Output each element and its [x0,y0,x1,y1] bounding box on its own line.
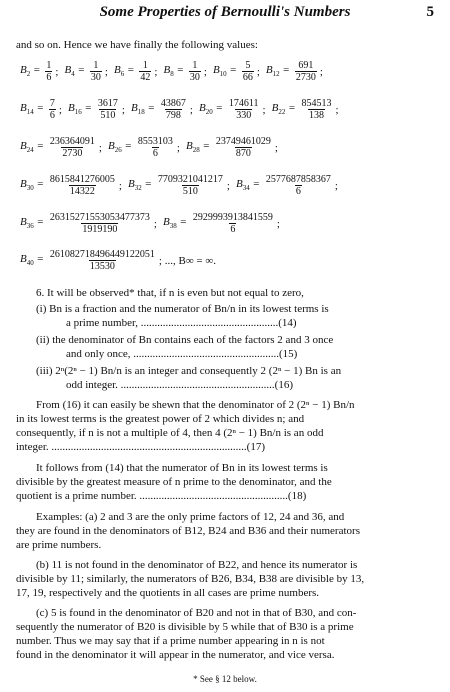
bernoulli-symbol: $B_{18}$ = [130,102,155,117]
bernoulli-value [64,60,107,83]
separator: ; [203,65,207,78]
item-i-line-2: a prime number, ..................................................(14) [66,317,297,329]
bernoulli-symbol: $B_{20}$ = [198,102,223,117]
bernoulli-value [114,60,157,83]
bernoulli-value [20,136,102,159]
fraction [49,249,156,272]
denominator: 6 [152,148,158,159]
fraction [49,174,116,197]
denominator: 798 [165,110,181,121]
bernoulli-value [186,136,278,159]
bernoulli-symbol: $B_{28}$ = [185,140,210,155]
fraction [139,60,151,83]
bernoulli-value [199,98,266,121]
bernoulli-value [20,212,157,235]
separator: ; [226,179,230,192]
example-c-line-3: number. Thus we may say that if a prime number appearing in n is not [16,635,325,647]
equation-row-1 [20,60,329,83]
fraction [215,136,272,159]
numerator: 2577687858367 [265,174,331,185]
bernoulli-symbol: $B_{30}$ = [20,178,44,193]
denominator: 138 [309,110,324,121]
item-ii-line-1: (ii) the denominator of Bn contains each of the factors 2 and 3 once [36,334,334,346]
bernoulli-symbol: $B_{24}$ = [20,140,44,155]
separator: ; [104,65,108,78]
numerator: 7 [49,98,55,109]
bernoulli-value [68,98,125,121]
bernoulli-symbol: $B_{34}$ = [235,178,260,193]
separator: ; [256,65,260,78]
bernoulli-symbol: $B_{10}$ = [212,64,237,79]
numerator: 1 [192,60,198,71]
separator: ; ..., B∞ = ∞. [158,254,216,267]
separator: ; [98,141,102,154]
bernoulli-symbol: $B_{22}$ = [271,102,296,117]
denominator: 870 [235,148,251,159]
equation-row-3 [20,136,284,159]
fraction [192,212,274,235]
numerator: 5 [245,60,251,71]
bernoulli-symbol: $B_8$ = [163,64,184,79]
equation-row-6 [20,249,222,272]
separator: ; [334,179,338,192]
denominator: 510 [100,110,116,121]
para14-line-1: It follows from (14) that the numerator of Bn in its lowest terms is [36,462,328,474]
bernoulli-value [236,174,338,197]
example-b-line-3: 17, 19, respectively and the quotients in all cases are prime numbers. [16,587,320,599]
bernoulli-symbol: $B_{40}$ = [20,253,44,268]
separator: ; [262,103,266,116]
fraction [160,98,187,121]
numerator: 1 [46,60,52,71]
denominator: 2730 [295,72,316,83]
numerator: 174611 [228,98,259,109]
para16-line-3: consequently, if n is not a multiple of 4, then 4 (2ⁿ − 1) Bn/n is an odd [16,427,324,439]
fraction [301,98,333,121]
separator: ; [176,141,180,154]
numerator: 3617 [97,98,118,109]
denominator: 510 [182,186,198,197]
denominator: 330 [236,110,252,121]
numerator: 8615841276005 [49,174,115,185]
bernoulli-symbol: $B_{38}$ = [162,216,187,231]
bernoulli-value [108,136,180,159]
intro-line: and so on. Hence we have finally the following values: [16,39,258,51]
separator: ; [276,217,280,230]
separator: ; [189,103,193,116]
denominator: 6 [230,224,236,235]
denominator: 6 [295,186,301,197]
bernoulli-symbol: $B_{26}$ = [107,140,132,155]
item-iii-line-1: (iii) 2ⁿ(2ⁿ − 1) Bn/n is an integer and consequently 2 (2ⁿ − 1) Bn is an [36,365,342,377]
fraction [189,60,201,83]
numerator: 854513 [301,98,332,109]
example-a-line-1: Examples: (a) 2 and 3 are the only prime factors of 12, 24 and 36, and [36,511,345,523]
numerator: 2929993913841559 [192,212,273,223]
separator: ; [55,65,59,78]
bernoulli-symbol: $B_{36}$ = [20,216,44,231]
denominator: 66 [242,72,253,83]
denominator: 6 [46,72,52,83]
equation-row-5 [20,212,286,235]
separator: ; [153,217,157,230]
separator: ; [118,179,122,192]
item-iii-line-2: odd integer. ........................................................(16) [66,379,294,391]
example-c-line-2: sequently the numerator of B20 is divisible by 5 while that of B30 is a prime [16,621,354,633]
bernoulli-value [272,98,339,121]
bernoulli-value [20,249,216,272]
fraction [90,60,102,83]
bernoulli-symbol: $B_{32}$ = [127,178,152,193]
numerator: 1 [93,60,99,71]
numerator: 43867 [160,98,186,109]
bernoulli-value [163,60,206,83]
denominator: 30 [189,72,200,83]
numerator: 1 [142,60,148,71]
separator: ; [319,65,323,78]
fraction [157,174,224,197]
fraction [49,212,151,235]
separator: ; [335,103,339,116]
item-i-line-1: (i) Bn is a fraction and the numerator of Bn/n in its lowest terms is [36,303,329,315]
example-b-line-1: (b) 11 is not found in the denominator of B22, and hence its numerator is [36,559,358,571]
bernoulli-value [163,212,280,235]
example-a-line-2: they are found in the denominators of B12, B24 and B36 and their numerators [16,525,360,537]
numerator: 7709321041217 [157,174,223,185]
separator: ; [121,103,125,116]
numerator: 236364091 [49,136,95,147]
denominator: 6 [49,110,55,121]
bernoulli-symbol: $B_{14}$ = [20,102,44,117]
denominator: 13530 [89,261,115,272]
fraction [45,60,52,83]
para14-line-3: quotient is a prime number. ......................................................(18) [16,490,307,502]
bernoulli-value [20,60,58,83]
separator: ; [58,103,62,116]
bernoulli-symbol: $B_4$ = [64,64,85,79]
fraction [137,136,174,159]
example-c-line-1: (c) 5 is found in the denominator of B20 and not in that of B30, and con- [36,607,357,619]
para16-line-4: integer. .......................................................................(17) [16,441,266,453]
separator: ; [274,141,278,154]
bernoulli-value [213,60,260,83]
bernoulli-value [131,98,193,121]
bernoulli-value [266,60,323,83]
bernoulli-value [128,174,230,197]
fraction [295,60,317,83]
para16-line-1: From (16) it can easily be shewn that the denominator of 2 (2ⁿ − 1) Bn/n [36,399,355,411]
separator: ; [154,65,158,78]
bernoulli-symbol: $B_{16}$ = [67,102,92,117]
bernoulli-value [20,174,122,197]
footnote: * See § 12 below. [193,674,257,684]
numerator: 8553103 [137,136,173,147]
equation-row-2 [20,98,345,121]
item-ii-line-2: and only once, .....................................................(15) [66,348,298,360]
bernoulli-value [20,98,62,121]
fraction [49,98,56,121]
denominator: 14322 [69,186,95,197]
bernoulli-symbol: $B_2$ = [20,64,41,79]
numerator: 23749461029 [215,136,271,147]
numerator: 26315271553053477373 [49,212,150,223]
page-number: 5 [426,4,434,20]
denominator: 1919190 [82,224,118,235]
equation-row-4 [20,174,344,197]
fraction [97,98,119,121]
para16-line-2: in its lowest terms is the greatest power of 2 which divides n; and [16,413,305,425]
bernoulli-symbol: $B_6$ = [113,64,135,79]
numerator: 261082718496449122051 [49,249,155,260]
fraction [228,98,260,121]
fraction [265,174,332,197]
example-b-line-2: divisible by 11; similarly, the numerators of B26, B34, B38 are divisible by 13, [16,573,365,585]
para14-line-2: divisible by the greatest measure of n prime to the denominator, and the [16,476,332,488]
denominator: 2730 [62,148,83,159]
numerator: 691 [298,60,314,71]
example-c-line-4: found in the denominator it will appear in the numerator, and vice versa. [16,649,335,661]
section-6-lead: 6. It will be observed* that, if n is even but not equal to zero, [36,287,304,299]
running-header: Some Properties of Bernoulli's Numbers [99,4,351,20]
fraction [49,136,96,159]
denominator: 42 [140,72,151,83]
bernoulli-symbol: $B_{12}$ = [265,64,290,79]
denominator: 30 [90,72,101,83]
example-a-line-3: are prime numbers. [16,539,102,551]
fraction [242,60,254,83]
